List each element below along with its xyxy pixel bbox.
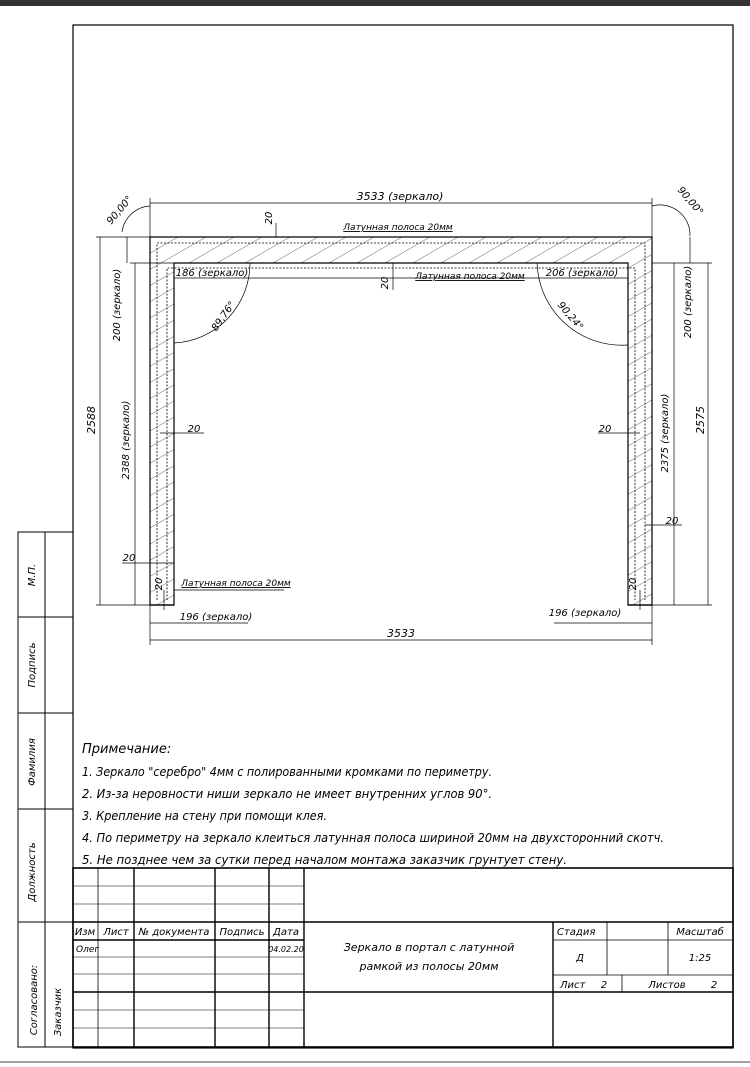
- dim-total-width: 3533: [387, 627, 415, 640]
- stamp-podpis: Подпись: [27, 642, 38, 688]
- notes-title: Примечание:: [82, 742, 172, 757]
- dim-side-right-low: 20: [665, 516, 679, 527]
- title-block-text: [75, 926, 724, 991]
- dim-right-mirror: 2375 (зеркало): [660, 393, 671, 473]
- dimensions: [96, 198, 712, 645]
- note-item: 1. Зеркало "серебро" 4мм с полированными кромками по периметру.: [82, 764, 492, 779]
- stadiya-label: Стадия: [557, 927, 596, 938]
- masshtab-label: Масштаб: [676, 927, 724, 938]
- dim-left-vert-top: 200 (зеркало): [112, 268, 123, 342]
- notes: [82, 742, 664, 867]
- dim-left-total: 2588: [85, 406, 98, 434]
- dim-side-left: 20: [187, 424, 201, 435]
- stamp-dolzhnost: Должность: [27, 842, 38, 902]
- dim-angle-tl: 90,00°: [105, 193, 136, 227]
- mirror-outline: [150, 237, 652, 605]
- list-value: 2: [600, 980, 608, 991]
- mirror-body: [150, 237, 652, 605]
- dim-angle-bl: 89,76°: [209, 299, 239, 334]
- dim-strip-inner: 20: [380, 276, 391, 290]
- dim-right-total: 2575: [694, 406, 707, 434]
- dim-bottom-left-20: 20: [122, 553, 136, 564]
- hdr-izm: Изм: [74, 927, 96, 938]
- note-item: 4. По периметру на зеркало клеиться латунная полоса шириной 20мм на двухсторонний скотч.: [82, 830, 664, 845]
- dim-bottom-left-20b: 20: [154, 577, 165, 591]
- window-top-bar: [0, 0, 750, 6]
- dim-bottom-right-20: 20: [628, 577, 639, 591]
- dim-strip-top: 20: [264, 211, 275, 225]
- note-item: 3. Крепление на стену при помощи клея.: [82, 808, 327, 823]
- dim-bottom-right-mirror: 196 (зеркало): [548, 608, 622, 619]
- author-name: Олег: [76, 945, 100, 955]
- author-date: 04.02.20: [268, 945, 304, 954]
- stamp-familiya: Фамилия: [27, 738, 38, 786]
- list-label: Лист: [560, 980, 586, 991]
- listov-label: Листов: [648, 980, 686, 991]
- dim-side-right: 20: [598, 424, 612, 435]
- stamp-soglasovano: Согласовано:: [29, 964, 40, 1036]
- dim-angle-br: 90,24°: [554, 299, 585, 333]
- note-item: 5. Не позднее чем за сутки перед началом монтажа заказчик грунтует стену.: [82, 852, 567, 867]
- dim-left-inner: 186 (зеркало): [175, 268, 249, 279]
- hdr-data: Дата: [273, 927, 299, 938]
- label-strip-bottom: Латунная полоса 20мм: [181, 579, 291, 589]
- label-strip-top: Латунная полоса 20мм: [343, 223, 453, 233]
- note-item: 2. Из-за неровности ниши зеркало не имеет внутренних углов 90°.: [82, 786, 492, 801]
- title-block: [73, 868, 733, 1047]
- dim-left-mirror: 2388 (зеркало): [121, 400, 132, 480]
- hdr-podpis: Подпись: [219, 927, 265, 938]
- stamp-zakazchik: Заказчик: [53, 987, 64, 1037]
- masshtab-value: 1:25: [688, 953, 712, 964]
- listov-value: 2: [710, 980, 718, 991]
- side-stamp: [18, 532, 73, 1047]
- hdr-doc: № документа: [138, 927, 210, 938]
- dim-right-inner: 206 (зеркало): [545, 268, 619, 279]
- dim-top-mirror: 3533 (зеркало): [356, 190, 444, 203]
- dim-right-vert-top: 200 (зеркало): [683, 265, 694, 339]
- drawing-title-line1: Зеркало в портал с латунной: [343, 941, 515, 954]
- stamp-mp: М.П.: [27, 563, 38, 587]
- label-strip-inner: Латунная полоса 20мм: [415, 272, 525, 282]
- stadiya-value: Д: [576, 953, 584, 964]
- hdr-list: Лист: [103, 927, 129, 938]
- drawing-title-line2: рамкой из полосы 20мм: [359, 960, 499, 973]
- dim-bottom-left-mirror: 196 (зеркало): [179, 612, 253, 623]
- dim-angle-tr: 90,00°: [674, 184, 705, 218]
- outer-brass-strip: [157, 243, 645, 600]
